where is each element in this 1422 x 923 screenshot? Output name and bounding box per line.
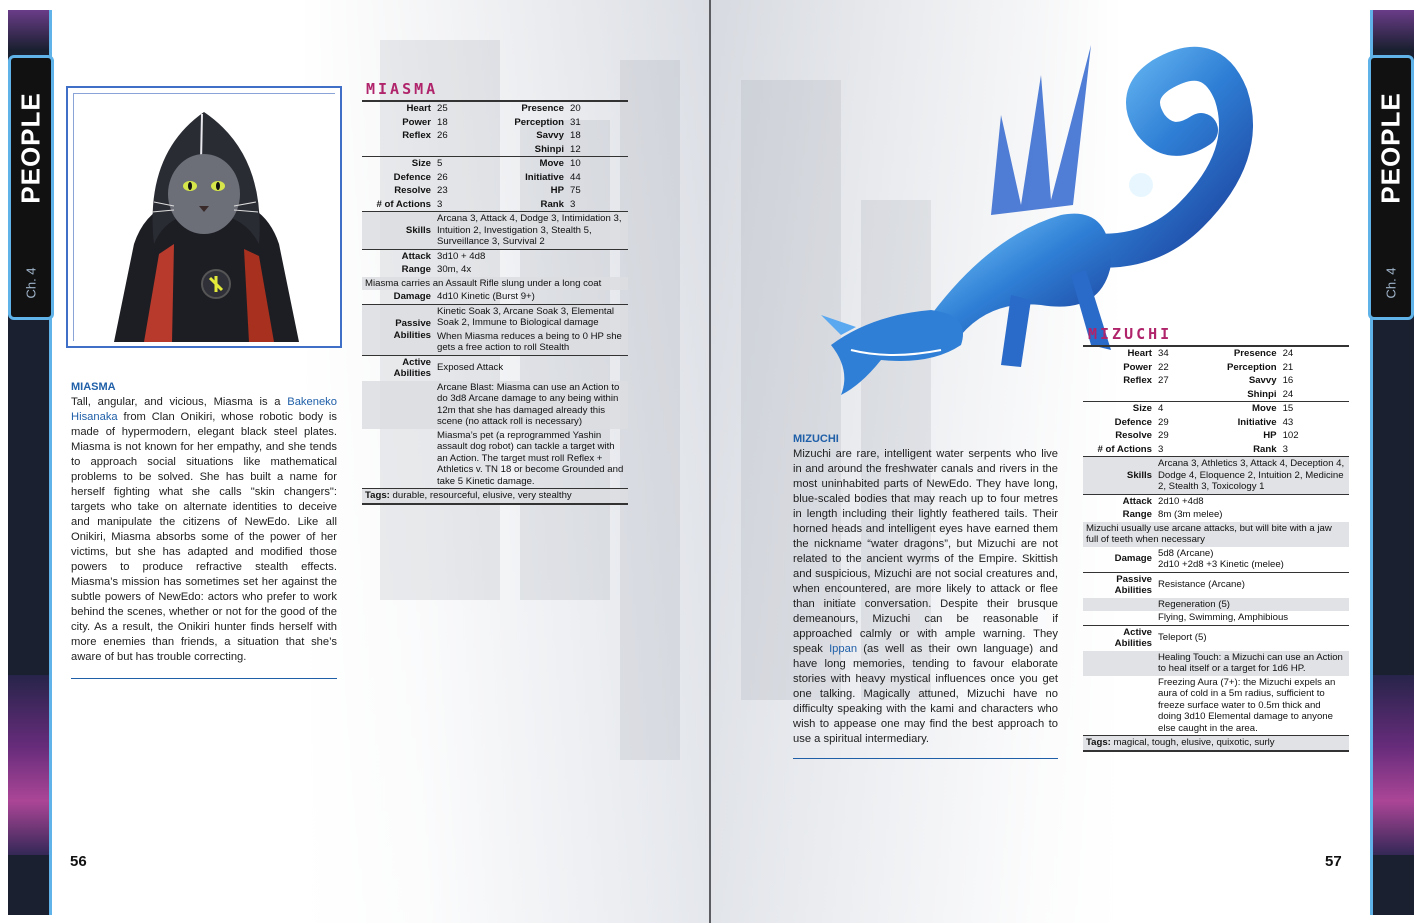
miasma-stat-title: MIASMA	[366, 80, 439, 98]
skills-value: Arcana 3, Attack 4, Dodge 3, Intimidation 3, Intuition 2, Investigation 3, Stealth 5, Surveillance 3, Survival 2	[437, 213, 622, 247]
mizuchi-desc-part1: Mizuchi are rare, intelligent water serpents who live in and around the freshwater canals and rivers in the most uninhabited parts of NewEdo. They have long, blue-scaled bodies that may reach up to four metres in length including their lightly feathered tails. Their horned heads and intelligent eyes have earned them the nickname “water dragons”, but Mizuchi are not related to the ancient wyrms of the Empire. Skittish and suspicious, Mizuchi are not social creatures and, when encountered, are more likely to attack or flee than initiate conversation. Despite their brusque demeanours, Mizuchi can be reasonable if approached calmly or with ample warning. They speak	[793, 448, 1058, 655]
range-label: Range	[1122, 509, 1152, 520]
chapter-tab-title: PEOPLE	[1375, 91, 1406, 204]
stat-row	[1083, 402, 1349, 416]
stat-row	[362, 157, 628, 171]
stat-label: Rank	[540, 198, 564, 210]
stat-label: Move	[1252, 403, 1277, 414]
stat-value: 24	[1282, 348, 1294, 359]
stat-row	[362, 198, 628, 212]
stat-label	[1083, 388, 1155, 402]
stat-value: 3	[1282, 443, 1288, 455]
skills-value: Arcana 3, Athletics 3, Attack 4, Deception 4, Dodge 4, Eloquence 2, Intuition 2, Medicine 2, Stealth 3, Toxicology 1	[1158, 458, 1345, 492]
stat-row	[362, 129, 628, 143]
stat-row	[1083, 416, 1349, 430]
stat-value: 102	[1282, 430, 1299, 441]
stat-label: Shinpi	[1247, 388, 1277, 400]
stat-row	[1083, 346, 1349, 361]
stat-label: Defence	[1114, 416, 1152, 428]
stat-label: Shinpi	[534, 143, 564, 155]
stat-value: 5	[437, 158, 443, 169]
stat-label: Savvy	[536, 130, 564, 141]
active-ability: Exposed Attack	[437, 362, 504, 374]
active-ability: Freezing Aura (7+): the Mizuchi expels an aura of cold in a 5m radius, sufficient to freeze surface water to 0.5m thick and doing 3d10 Elemental damage to anyone else caught in the area.	[1158, 676, 1336, 734]
stat-value: 3	[437, 198, 443, 210]
damage-value	[1155, 547, 1349, 573]
attack-label: Attack	[1122, 495, 1152, 507]
passive-ability: Kinetic Soak 3, Arcane Soak 3, Elemental Soak 2, Immune to Biological damage	[437, 305, 615, 328]
miasma-desc-part1: Tall, angular, and vicious, Miasma is a	[71, 396, 288, 408]
mizuchi-description	[793, 447, 1058, 747]
stat-value: 10	[569, 158, 581, 169]
stat-value: 12	[569, 143, 581, 155]
stat-value: 29	[1158, 430, 1169, 441]
passive-ability: Resistance (Arcane)	[1158, 579, 1245, 591]
tags-row	[1083, 736, 1349, 751]
stat-row	[1083, 374, 1349, 388]
chapter-tab-number: Ch. 4	[1383, 266, 1399, 299]
stat-row	[362, 184, 628, 198]
damage-label: Damage	[1114, 553, 1152, 565]
stat-value: 27	[1158, 375, 1169, 386]
stat-value: 44	[569, 171, 581, 183]
range-value: 8m (3m melee)	[1158, 509, 1223, 520]
chapter-tab-left	[8, 55, 54, 320]
stat-label: HP	[550, 185, 564, 196]
stat-value: 25	[437, 103, 448, 114]
miasma-portrait-frame	[66, 86, 342, 348]
stat-label: Presence	[1233, 348, 1277, 359]
stat-value: 20	[569, 103, 581, 114]
stat-row	[362, 171, 628, 185]
skills-label: Skills	[405, 224, 431, 236]
active-ability: Healing Touch: a Mizuchi can use an Action to heal itself or a target for 1d6 HP.	[1158, 651, 1343, 674]
stat-row	[1083, 361, 1349, 375]
passive-ability: Regeneration (5)	[1158, 598, 1230, 610]
active-label: Active Abilities	[393, 356, 431, 379]
stat-value: 43	[1282, 416, 1294, 428]
stat-label: Reflex	[1123, 375, 1152, 386]
stat-value: 18	[569, 130, 581, 141]
page-number-left: 56	[70, 853, 87, 870]
stat-value: 29	[1158, 416, 1169, 428]
mizuchi-stat-block	[1083, 345, 1349, 752]
stat-label: Move	[539, 158, 564, 169]
stat-label: Initiative	[525, 171, 564, 183]
stat-value: 26	[437, 171, 448, 183]
stat-row	[1083, 443, 1349, 457]
range-label: Range	[401, 264, 431, 275]
tags-value: magical, tough, elusive, quixotic, surly	[1113, 737, 1275, 748]
stat-label: Savvy	[1248, 375, 1277, 386]
stat-label: Reflex	[402, 130, 431, 141]
stat-label: Presence	[521, 103, 564, 114]
stat-row	[362, 143, 628, 157]
stat-row	[1083, 388, 1349, 402]
active-label: Active Abilities	[1114, 626, 1152, 649]
stat-row	[1083, 429, 1349, 443]
miasma-divider	[71, 678, 337, 679]
stat-label: # of Actions	[376, 198, 431, 210]
stat-value: 16	[1282, 375, 1294, 386]
stat-value: 4	[1158, 403, 1164, 414]
passive-label: Passive Abilities	[393, 318, 431, 341]
tags-row	[362, 489, 628, 504]
stat-label: Defence	[393, 171, 431, 183]
stat-value: 3	[569, 198, 576, 210]
miasma-description	[71, 395, 337, 665]
chapter-tab-title: PEOPLE	[15, 91, 46, 204]
stat-label: # of Actions	[1097, 443, 1152, 455]
damage-label: Damage	[393, 291, 431, 302]
passive-label: Passive Abilities	[1114, 573, 1152, 596]
chapter-tab-right	[1368, 55, 1414, 320]
miasma-desc-part2: from Clan Onikiri, whose robotic body is made of hypermodern, elegant black steel plates. Miasma is not known for her empathy, and she tends to approach social situations like mathematical problems to be solved. She has built a name for herself fighting what she calls "skin changers": targets who take on alternate identities to deceive and manipulate the citizens of NewEdo. Like all Onikiri, Miasma absorbs some of the power of her victims, but she has adapted and modified those powers to produce refractive stealth effects. Miasma’s mission has sometimes set her against the subtle powers of NewEdo: actors who prefer to work behind the scenes, whether or not for the good of the city. As a result, the Onikiri hunter finds herself with more enemies than friends, a situation that she’s aware of but has trouble correcting.	[71, 411, 337, 663]
miasma-subhead: MIASMA	[71, 381, 116, 393]
stat-row	[362, 116, 628, 130]
stat-value: 3	[1158, 443, 1164, 455]
stat-label: Resolve	[1115, 430, 1152, 441]
ippan-link[interactable]: Ippan	[829, 643, 858, 655]
stat-value: 75	[569, 185, 581, 196]
stat-label	[362, 143, 434, 157]
passive-ability: Flying, Swimming, Amphibious	[1158, 612, 1289, 623]
stat-label: Size	[411, 158, 431, 169]
stat-value: 26	[437, 130, 448, 141]
range-value: 30m, 4x	[437, 264, 472, 275]
stat-value: 24	[1282, 388, 1294, 400]
bakeneko-link[interactable]: Bakeneko Hisanaka	[71, 396, 337, 423]
stat-value: 15	[1282, 403, 1294, 414]
mizuchi-stat-title: MIZUCHI	[1088, 325, 1173, 343]
attack-value: 3d10 + 4d8	[437, 250, 486, 262]
mizuchi-desc-part2: (as well as their own language) and have long memories, tending to favour elaborate stories with heavy mystical influences once you get one talking. Magically attuned, Mizuchi have no difficulty speaking with the kami and characters who wish to appease one may find the best approach to use a spiritual intermediary.	[793, 643, 1058, 745]
stat-label: Power	[402, 116, 431, 128]
damage-line: 2d10 +2d8 +3 Kinetic (melee)	[1158, 559, 1284, 570]
mizuchi-divider	[793, 758, 1058, 759]
stat-label: Initiative	[1237, 416, 1277, 428]
stat-value: 31	[569, 116, 581, 128]
miasma-stat-block	[362, 100, 628, 505]
mizuchi-subhead: MIZUCHI	[793, 433, 839, 445]
miasma-portrait	[73, 93, 335, 341]
active-ability: Arcane Blast: Miasma can use an Action to do 3d8 Arcane damage to any being within 12m that she has damaged already this scene (no attack roll is necessary)	[437, 381, 620, 427]
chapter-tab-number: Ch. 4	[23, 266, 39, 299]
weapon-note: Mizuchi usually use arcane attacks, but will bite with a jaw full of teeth when necessary	[1086, 522, 1332, 545]
skills-label: Skills	[1126, 469, 1152, 481]
stat-row	[362, 101, 628, 116]
active-ability: Miasma’s pet (a reprogrammed Yashin assault dog robot) can tackle a target with an Action. The target must roll Reflex + Athletics v. TN 18 or become Grounded and take 5 Kinetic damage.	[437, 429, 624, 487]
stat-label: Size	[1132, 403, 1152, 414]
stat-label: Power	[1123, 361, 1152, 373]
stat-value: 21	[1282, 361, 1294, 373]
weapon-note: Miasma carries an Assault Rifle slung under a long coat	[365, 277, 602, 289]
stat-value: 34	[1158, 348, 1169, 359]
stat-label: Heart	[1127, 348, 1152, 359]
stat-label: HP	[1263, 430, 1277, 441]
stat-value: 18	[437, 116, 448, 128]
tags-label: Tags:	[1086, 737, 1111, 748]
page-number-right: 57	[1325, 853, 1342, 870]
stat-value	[434, 143, 495, 157]
damage-value: 4d10 Kinetic (Burst 9+)	[437, 291, 535, 302]
passive-ability: When Miasma reduces a being to 0 HP she gets a free action to roll Stealth	[437, 330, 622, 353]
damage-line: 5d8 (Arcane)	[1158, 547, 1214, 559]
stat-label: Rank	[1253, 443, 1277, 455]
attack-label: Attack	[401, 250, 431, 262]
stat-label: Perception	[514, 116, 564, 128]
tags-value: durable, resourceful, elusive, very stealthy	[392, 490, 572, 501]
page-right	[711, 0, 1422, 923]
stat-label: Heart	[406, 103, 431, 114]
stat-label: Resolve	[394, 185, 431, 196]
active-ability: Teleport (5)	[1158, 632, 1207, 644]
stat-value: 22	[1158, 361, 1169, 373]
attack-value: 2d10 +4d8	[1158, 495, 1204, 507]
stat-value: 23	[437, 185, 448, 196]
tags-label: Tags:	[365, 490, 390, 501]
stat-label: Perception	[1226, 361, 1277, 373]
stat-value	[1155, 388, 1208, 402]
